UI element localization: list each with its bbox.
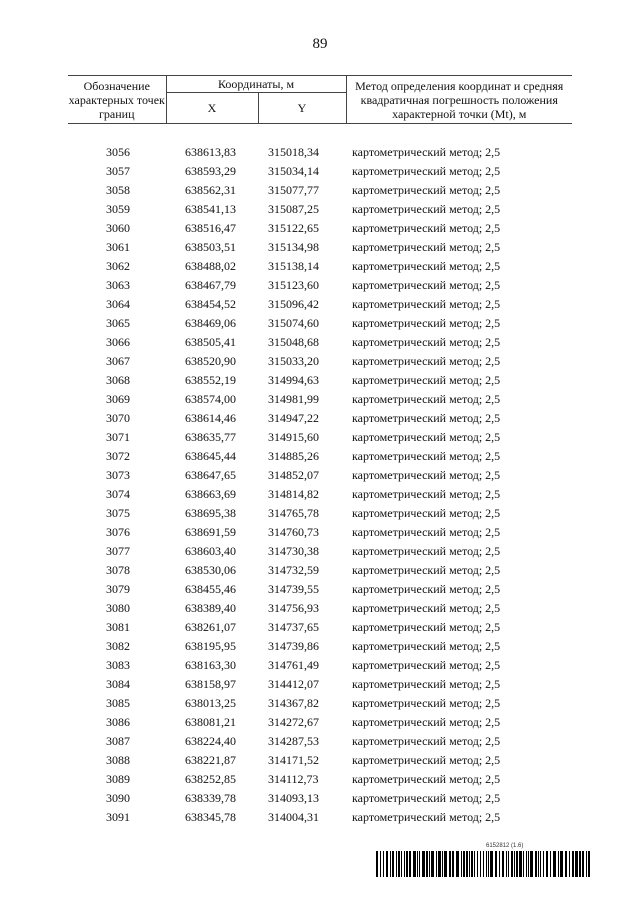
barcode-bar	[444, 851, 447, 877]
y-coordinate-cell: 315096,42	[268, 297, 319, 311]
method-cell: картометрический метод; 2,5	[352, 449, 501, 463]
method-cell: картометрический метод; 2,5	[352, 791, 501, 805]
y-coordinate-cell: 315033,20	[268, 354, 319, 368]
x-coordinate-cell: 638158,97	[185, 677, 236, 691]
x-coordinate-cell: 638635,77	[185, 430, 236, 444]
method-cell: картометрический метод; 2,5	[352, 620, 501, 634]
x-coordinate-cell: 638530,06	[185, 563, 236, 577]
y-coordinate-cell: 314756,93	[268, 601, 319, 615]
method-cell: картометрический метод; 2,5	[352, 696, 501, 710]
barcode-bar	[519, 851, 522, 877]
x-coordinate-cell: 638345,78	[185, 810, 236, 824]
barcode-bar	[499, 851, 500, 877]
x-coordinate-cell: 638503,51	[185, 240, 236, 254]
method-cell: картометрический метод; 2,5	[352, 221, 501, 235]
point-id-cell: 3084	[106, 677, 130, 691]
x-coordinate-cell: 638081,21	[185, 715, 236, 729]
x-coordinate-cell: 638505,41	[185, 335, 236, 349]
point-id-cell: 3074	[106, 487, 130, 501]
barcode-bar	[538, 851, 539, 877]
barcode-bar	[546, 851, 548, 877]
point-id-cell: 3083	[106, 658, 130, 672]
point-id-cell: 3072	[106, 449, 130, 463]
table-row	[68, 466, 572, 485]
method-cell: картометрический метод; 2,5	[352, 145, 501, 159]
point-id-cell: 3075	[106, 506, 130, 520]
point-id-cell: 3081	[106, 620, 130, 634]
x-coordinate-cell: 638252,85	[185, 772, 236, 786]
method-cell: картометрический метод; 2,5	[352, 202, 501, 216]
point-id-cell: 3056	[106, 145, 130, 159]
method-cell: картометрический метод; 2,5	[352, 411, 501, 425]
barcode-bar	[553, 851, 556, 877]
barcode-bar	[586, 851, 587, 877]
barcode-bar	[565, 851, 567, 877]
barcode-bar	[456, 851, 459, 877]
method-cell: картометрический метод; 2,5	[352, 639, 501, 653]
method-cell: картометрический метод; 2,5	[352, 316, 501, 330]
barcode-bar	[558, 851, 559, 877]
y-coordinate-cell: 314994,63	[268, 373, 319, 387]
point-id-cell: 3063	[106, 278, 130, 292]
barcode-bar	[511, 851, 513, 877]
point-id-cell: 3069	[106, 392, 130, 406]
method-cell: картометрический метод; 2,5	[352, 677, 501, 691]
x-coordinate-cell: 638695,38	[185, 506, 236, 520]
barcode-image	[376, 851, 590, 877]
point-id-cell: 3065	[106, 316, 130, 330]
table-row	[68, 770, 572, 789]
barcode-bar	[474, 851, 475, 877]
barcode-bar	[560, 851, 563, 877]
y-coordinate-cell: 315134,98	[268, 240, 319, 254]
y-coordinate-cell: 314915,60	[268, 430, 319, 444]
point-id-cell: 3067	[106, 354, 130, 368]
barcode-bar	[488, 851, 489, 877]
table-row	[68, 751, 572, 770]
barcode-bar	[495, 851, 497, 877]
x-coordinate-cell: 638469,06	[185, 316, 236, 330]
barcode-bar	[463, 851, 465, 877]
barcode-bar	[436, 851, 437, 877]
x-coordinate-cell: 638339,78	[185, 791, 236, 805]
table-row	[68, 808, 572, 827]
barcode-bar	[409, 851, 411, 877]
x-coordinate-cell: 638455,46	[185, 582, 236, 596]
barcode-bar	[466, 851, 468, 877]
table-row	[68, 276, 572, 295]
x-coordinate-cell: 638614,46	[185, 411, 236, 425]
header-y: Y	[258, 93, 346, 124]
y-coordinate-cell: 314737,65	[268, 620, 319, 634]
method-cell: картометрический метод; 2,5	[352, 563, 501, 577]
barcode-bar	[471, 851, 473, 877]
barcode-bar	[376, 851, 378, 877]
y-coordinate-cell: 314412,07	[268, 677, 319, 691]
method-cell: картометрический метод; 2,5	[352, 753, 501, 767]
barcode-bar	[419, 851, 420, 877]
barcode-bar	[442, 851, 443, 877]
point-id-cell: 3070	[106, 411, 130, 425]
barcode-bar	[530, 851, 533, 877]
table-row	[68, 542, 572, 561]
method-cell: картометрический метод; 2,5	[352, 392, 501, 406]
x-coordinate-cell: 638195,95	[185, 639, 236, 653]
barcode-bar	[582, 851, 584, 877]
point-id-cell: 3073	[106, 468, 130, 482]
barcode-bar	[514, 851, 515, 877]
y-coordinate-cell: 315123,60	[268, 278, 319, 292]
barcode-bar	[480, 851, 481, 877]
barcode-bar	[490, 851, 493, 877]
y-coordinate-cell: 314739,86	[268, 639, 319, 653]
x-coordinate-cell: 638261,07	[185, 620, 236, 634]
header-method: Метод определения координат и средняя квадратичная погрешность положения характерной точки (Mt), м	[346, 76, 572, 124]
method-cell: картометрический метод; 2,5	[352, 582, 501, 596]
barcode-bar	[417, 851, 418, 877]
y-coordinate-cell: 314730,38	[268, 544, 319, 558]
method-cell: картометрический метод; 2,5	[352, 772, 501, 786]
x-coordinate-cell: 638541,13	[185, 202, 236, 216]
point-id-cell: 3059	[106, 202, 130, 216]
table-row	[68, 219, 572, 238]
barcode-bar	[550, 851, 551, 877]
header-coordinates: Координаты, м	[166, 76, 346, 93]
point-id-cell: 3085	[106, 696, 130, 710]
y-coordinate-cell: 314947,22	[268, 411, 319, 425]
table-row	[68, 409, 572, 428]
table-row	[68, 523, 572, 542]
barcode-bar	[461, 851, 462, 877]
table-row	[68, 314, 572, 333]
method-cell: картометрический метод; 2,5	[352, 487, 501, 501]
method-cell: картометрический метод; 2,5	[352, 335, 501, 349]
barcode-bar	[452, 851, 454, 877]
barcode-bar	[483, 851, 484, 877]
y-coordinate-cell: 314739,55	[268, 582, 319, 596]
x-coordinate-cell: 638221,87	[185, 753, 236, 767]
x-coordinate-cell: 638488,02	[185, 259, 236, 273]
point-id-cell: 3062	[106, 259, 130, 273]
method-cell: картометрический метод; 2,5	[352, 544, 501, 558]
table-row	[68, 675, 572, 694]
method-cell: картометрический метод; 2,5	[352, 430, 501, 444]
x-coordinate-cell: 638013,25	[185, 696, 236, 710]
point-id-cell: 3087	[106, 734, 130, 748]
table-body	[68, 124, 572, 828]
point-id-cell: 3088	[106, 753, 130, 767]
point-id-cell: 3082	[106, 639, 130, 653]
barcode-bar	[572, 851, 574, 877]
method-cell: картометрический метод; 2,5	[352, 164, 501, 178]
point-id-cell: 3058	[106, 183, 130, 197]
y-coordinate-cell: 315138,14	[268, 259, 319, 273]
table-row	[68, 352, 572, 371]
x-coordinate-cell: 638562,31	[185, 183, 236, 197]
point-id-cell: 3091	[106, 810, 130, 824]
point-id-cell: 3077	[106, 544, 130, 558]
barcode-bar	[526, 851, 527, 877]
y-coordinate-cell: 314004,31	[268, 810, 319, 824]
barcode-bar	[523, 851, 524, 877]
barcode-bar	[528, 851, 529, 877]
y-coordinate-cell: 315018,34	[268, 145, 319, 159]
method-cell: картометрический метод; 2,5	[352, 183, 501, 197]
barcode-bar	[383, 851, 384, 877]
barcode-bar	[469, 851, 470, 877]
y-coordinate-cell: 314765,78	[268, 506, 319, 520]
x-coordinate-cell: 638663,69	[185, 487, 236, 501]
header-point-label: Обозначение характерных точек границ	[68, 76, 166, 124]
x-coordinate-cell: 638593,29	[185, 164, 236, 178]
table-row	[68, 181, 572, 200]
barcode-bar	[426, 851, 428, 877]
y-coordinate-cell: 314171,52	[268, 753, 319, 767]
barcode-bar	[390, 851, 391, 877]
table-row	[68, 637, 572, 656]
table-row	[68, 656, 572, 675]
x-coordinate-cell: 638552,19	[185, 373, 236, 387]
document-code: 6152812 (1.6)	[486, 843, 524, 849]
x-coordinate-cell: 638224,40	[185, 734, 236, 748]
barcode-bar	[569, 851, 570, 877]
barcode-bar	[380, 851, 381, 877]
barcode-bar	[477, 851, 478, 877]
table-row	[68, 447, 572, 466]
point-id-cell: 3086	[106, 715, 130, 729]
method-cell: картометрический метод; 2,5	[352, 506, 501, 520]
table-row	[68, 732, 572, 751]
method-cell: картометрический метод; 2,5	[352, 297, 501, 311]
y-coordinate-cell: 315048,68	[268, 335, 319, 349]
method-cell: картометрический метод; 2,5	[352, 601, 501, 615]
point-id-cell: 3068	[106, 373, 130, 387]
y-coordinate-cell: 314112,73	[268, 772, 319, 786]
y-coordinate-cell: 315074,60	[268, 316, 319, 330]
barcode-bar	[502, 851, 504, 877]
x-coordinate-cell: 638454,52	[185, 297, 236, 311]
barcode-bar	[543, 851, 544, 877]
point-id-cell: 3079	[106, 582, 130, 596]
x-coordinate-cell: 638516,47	[185, 221, 236, 235]
barcode-bar	[516, 851, 518, 877]
table-row	[68, 333, 572, 352]
x-coordinate-cell: 638613,83	[185, 145, 236, 159]
y-coordinate-cell: 315122,65	[268, 221, 319, 235]
table-row	[68, 713, 572, 732]
y-coordinate-cell: 314814,82	[268, 487, 319, 501]
barcode-bar	[588, 851, 590, 877]
point-id-cell: 3089	[106, 772, 130, 786]
table-row	[68, 504, 572, 523]
barcode-bar	[486, 851, 487, 877]
point-id-cell: 3061	[106, 240, 130, 254]
table-row	[68, 295, 572, 314]
point-id-cell: 3080	[106, 601, 130, 615]
table-row	[68, 162, 572, 181]
y-coordinate-cell: 314761,49	[268, 658, 319, 672]
y-coordinate-cell: 314732,59	[268, 563, 319, 577]
y-coordinate-cell: 314367,82	[268, 696, 319, 710]
point-id-cell: 3078	[106, 563, 130, 577]
method-cell: картометрический метод; 2,5	[352, 734, 501, 748]
barcode-bar	[575, 851, 578, 877]
table-row	[68, 257, 572, 276]
barcode-bar	[508, 851, 509, 877]
barcode-bar	[540, 851, 541, 877]
method-cell: картометрический метод; 2,5	[352, 240, 501, 254]
table-row	[68, 599, 572, 618]
table-row	[68, 618, 572, 637]
method-cell: картометрический метод; 2,5	[352, 468, 501, 482]
y-coordinate-cell: 314885,26	[268, 449, 319, 463]
x-coordinate-cell: 638603,40	[185, 544, 236, 558]
point-id-cell: 3071	[106, 430, 130, 444]
y-coordinate-cell: 314760,73	[268, 525, 319, 539]
point-id-cell: 3090	[106, 791, 130, 805]
method-cell: картометрический метод; 2,5	[352, 259, 501, 273]
barcode-bar	[449, 851, 451, 877]
barcode-bar	[535, 851, 537, 877]
barcode-bar	[438, 851, 441, 877]
header-x: X	[166, 93, 258, 124]
coordinates-table	[68, 75, 572, 827]
barcode-bar	[401, 851, 402, 877]
y-coordinate-cell: 314093,13	[268, 791, 319, 805]
x-coordinate-cell: 638645,44	[185, 449, 236, 463]
barcode-bar	[398, 851, 400, 877]
method-cell: картометрический метод; 2,5	[352, 525, 501, 539]
y-coordinate-cell: 315077,77	[268, 183, 319, 197]
barcode-bar	[429, 851, 430, 877]
table-row	[68, 580, 572, 599]
barcode-bar	[413, 851, 416, 877]
table-row	[68, 561, 572, 580]
y-coordinate-cell: 314272,67	[268, 715, 319, 729]
table-row	[68, 371, 572, 390]
table-row	[68, 238, 572, 257]
method-cell: картометрический метод; 2,5	[352, 658, 501, 672]
point-id-cell: 3064	[106, 297, 130, 311]
table-row	[68, 428, 572, 447]
y-coordinate-cell: 314852,07	[268, 468, 319, 482]
barcode-bar	[406, 851, 408, 877]
x-coordinate-cell: 638520,90	[185, 354, 236, 368]
barcode-bar	[392, 851, 394, 877]
x-coordinate-cell: 638163,30	[185, 658, 236, 672]
x-coordinate-cell: 638647,65	[185, 468, 236, 482]
point-id-cell: 3076	[106, 525, 130, 539]
table-row	[68, 485, 572, 504]
point-id-cell: 3066	[106, 335, 130, 349]
x-coordinate-cell: 638574,00	[185, 392, 236, 406]
y-coordinate-cell: 315034,14	[268, 164, 319, 178]
y-coordinate-cell: 314287,53	[268, 734, 319, 748]
point-id-cell: 3057	[106, 164, 130, 178]
barcode-bar	[422, 851, 425, 877]
barcode-bar	[396, 851, 397, 877]
method-cell: картометрический метод; 2,5	[352, 810, 501, 824]
barcode-bar	[431, 851, 434, 877]
x-coordinate-cell: 638691,59	[185, 525, 236, 539]
page-number: 89	[312, 36, 328, 52]
table-row	[68, 200, 572, 219]
table-row	[68, 789, 572, 808]
method-cell: картометрический метод; 2,5	[352, 354, 501, 368]
point-id-cell: 3060	[106, 221, 130, 235]
method-cell: картометрический метод; 2,5	[352, 715, 501, 729]
table-row	[68, 390, 572, 409]
method-cell: картометрический метод; 2,5	[352, 373, 501, 387]
barcode-bar	[506, 851, 507, 877]
table-row	[68, 694, 572, 713]
method-cell: картометрический метод; 2,5	[352, 278, 501, 292]
barcode-bar	[579, 851, 581, 877]
x-coordinate-cell: 638389,40	[185, 601, 236, 615]
barcode-bar	[404, 851, 405, 877]
y-coordinate-cell: 314981,99	[268, 392, 319, 406]
table-row	[68, 143, 572, 162]
y-coordinate-cell: 315087,25	[268, 202, 319, 216]
x-coordinate-cell: 638467,79	[185, 278, 236, 292]
barcode-bar	[386, 851, 388, 877]
